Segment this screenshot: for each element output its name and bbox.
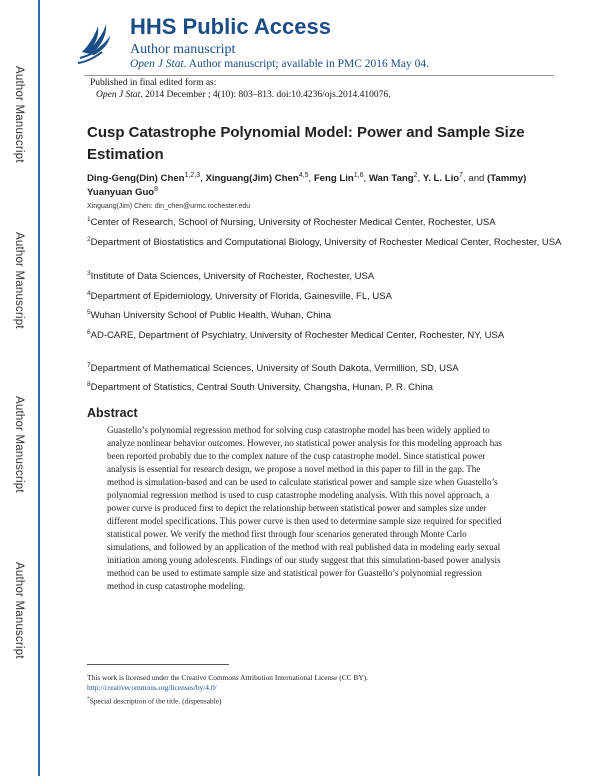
author-name: Y. L. Lio — [422, 173, 460, 184]
sidebar-label: Author Manuscript — [13, 66, 25, 163]
special-text: Special description of the title. (dispensable) — [89, 696, 222, 706]
affiliation-text: Department of Statistics, Central South University, Changsha, Hunan, P. R. China — [90, 382, 433, 393]
affiliation-text: AD-CARE, Department of Psychiatry, University of Rochester Medical Center, Rochester, NY, USA — [90, 330, 505, 341]
citation-line — [96, 90, 390, 100]
published-label: Published in final edited form as: — [90, 78, 217, 88]
special-footnote — [87, 696, 222, 705]
author-affiliation-number: 8 — [154, 186, 159, 193]
paper-title: Cusp Catastrophe Polynomial Model: Power and Sample Size Estimation — [87, 124, 525, 163]
affiliation-text: Department of Mathematical Sciences, University of South Dakota, Vermillion, SD, USA — [90, 363, 459, 374]
affiliation — [87, 236, 567, 250]
license-text: This work is licensed under the Creative Commons Attribution International License (CC BY). — [87, 673, 368, 682]
affiliation-number: 1 — [87, 216, 91, 223]
affiliation-text: Department of Biostatistics and Computational Biology, University of Rochester Medical Center, Rochester, USA — [90, 237, 562, 248]
author-affiliation-number: 1,6 — [353, 172, 364, 179]
affiliation-text: Department of Epidemiology, University of Florida, Gainesville, FL, USA — [90, 291, 392, 302]
hhs-title: HHS Public Access — [130, 14, 331, 39]
affiliation-number: 2 — [87, 236, 91, 243]
affiliation-number: 7 — [87, 362, 91, 369]
affiliation — [87, 270, 567, 284]
availability-text: . Author manuscript; available in PMC 2016 May 04. — [183, 58, 429, 70]
author-name: Xinguang(Jim) Chen — [205, 173, 299, 184]
sidebar — [0, 0, 40, 776]
affiliation-number: 5 — [87, 309, 91, 316]
affiliation — [87, 381, 567, 395]
author-name: Ding-Geng(Din) Chen — [87, 173, 185, 184]
hhs-eagle-logo-icon — [76, 16, 114, 66]
journal-name: Open J Stat — [130, 58, 184, 70]
author-name: Wan Tang — [368, 173, 414, 184]
affiliation — [87, 309, 567, 323]
contact-email: Xinguang(Jim) Chen: din_chen@urmc.rochester.edu — [87, 203, 251, 210]
affiliation-number: 3 — [87, 270, 91, 277]
affiliation-number: 8 — [87, 381, 91, 388]
sidebar-label: Author Manuscript — [13, 562, 25, 659]
affiliation — [87, 329, 567, 343]
citation-text: . 2014 December ; 4(10): 803–813. doi:10.4236/ojs.2014.410076. — [140, 90, 391, 100]
author-manuscript-label: Author manuscript — [130, 42, 236, 57]
sidebar-label: Author Manuscript — [13, 396, 25, 493]
author-affiliation-number: 7 — [459, 172, 464, 179]
sidebar-label: Author Manuscript — [13, 232, 25, 329]
license-footnote — [87, 673, 497, 693]
affiliation — [87, 216, 567, 230]
citation-journal: Open J Stat — [96, 90, 141, 100]
author-name: Feng Lin — [313, 173, 354, 184]
footnote-mark: * — [87, 696, 90, 702]
affiliation-number: 6 — [87, 329, 91, 336]
header-divider — [84, 75, 554, 76]
author-affiliation-number: 4,5 — [298, 172, 309, 179]
availability-line — [130, 58, 429, 70]
author-name: (Tammy) Yuanyuan Guo — [87, 173, 527, 198]
author-affiliation-number: 1,2,3 — [184, 172, 201, 179]
affiliation-text: Institute of Data Sciences, University of Rochester, Rochester, USA — [90, 271, 375, 282]
affiliation — [87, 290, 567, 304]
author-list: Ding-Geng(Din) Chen$^{1,2,3}$, Xinguang(Jim) Chen$^{4,5}$, Feng Lin$^{1,6}$, Wan Tang$^2$, Y. L. Lio$^7$, and (Tammy) Yuanyuan Guo$^8$ — [87, 172, 527, 198]
affiliation — [87, 362, 567, 376]
affiliation-text: Center of Research, School of Nursing, University of Rochester Medical Center, Rochester, USA — [90, 217, 496, 228]
abstract-heading: Abstract — [87, 406, 138, 420]
footnote-divider — [87, 664, 229, 665]
license-link[interactable]: http://creativecommons.org/licenses/by/4.0/ — [87, 683, 217, 692]
affiliation-number: 4 — [87, 290, 91, 297]
sidebar-divider — [38, 0, 40, 776]
abstract-text: Guastello’s polynomial regression method for solving cusp catastrophe model has been widely applied to analyze nonlinear behavior outcomes. However, no statistical power analysis for this modeling approach has been reported probably due to the complex nature of the cusp catastrophe model. Since statistical power analysis is essential for research design, we propose a novel method in this paper to fill in the gap. The method is simulation-based and can be used to calculate statistical power and sample size when Guastello’s polynomial regression method is used to cusp catastrophe modeling analysis. With this novel approach, a power curve is produced first to depict the relationship between statistical power and samples size under different model specifications. This power curve is then used to determine sample size required for specified statistical power. We verify the method first through four scenarios generated through Monte Carlo simulations, and followed by an application of the method with real published data in modeling early sexual initiation among young adolescents. Findings of our study suggest that this simulation-based power analysis method can be used to estimate sample size and statistical power for Guastello’s polynomial regression method in cusp catastrophe modeling. — [107, 425, 502, 591]
affiliation-text: Wuhan University School of Public Health, Wuhan, China — [90, 310, 332, 321]
author-affiliation-number: 2 — [413, 172, 418, 179]
